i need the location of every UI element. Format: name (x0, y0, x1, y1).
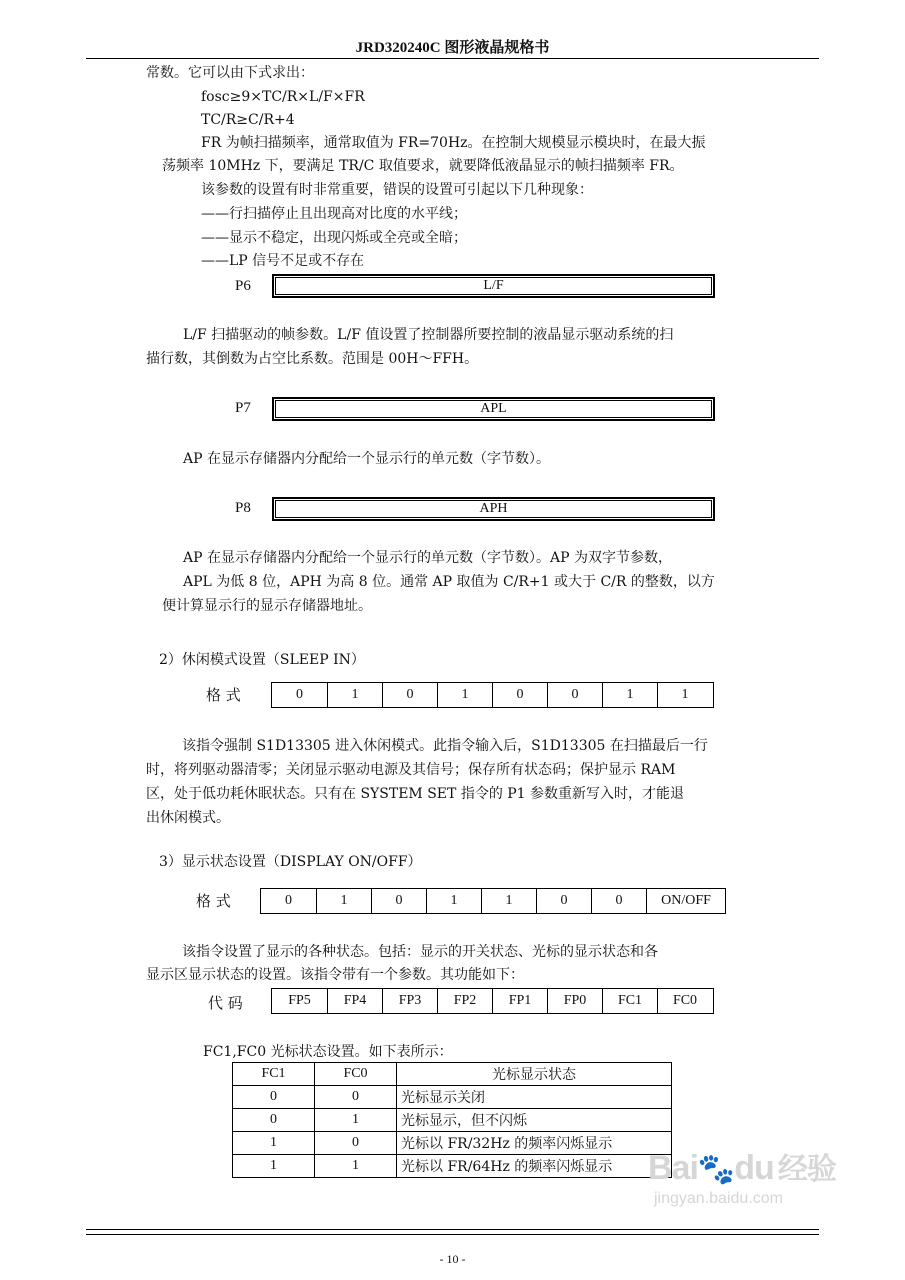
bit-cell: 1 (426, 889, 481, 913)
table-cell: 0 (233, 1109, 315, 1132)
p6-desc: 描行数，其倒数为占空比系数。范围是 00H～FFH。 (146, 351, 479, 367)
code-cell: FP4 (327, 989, 382, 1013)
sleep-format-label: 格 式 (206, 686, 241, 704)
formula-tcr: TC/R≥C/R+4 (201, 112, 295, 128)
p6-desc: L/F 扫描驱动的帧参数。L/F 值设置了控制器所要控制的液晶显示驱动系统的扫 (183, 327, 674, 343)
table-header-row (233, 1063, 672, 1086)
table-header: FC0 (315, 1063, 397, 1086)
code-cell: FP0 (547, 989, 602, 1013)
paw-icon: 🐾 (697, 1153, 735, 1186)
table-cell: 0 (315, 1086, 397, 1109)
table-cell: 1 (233, 1132, 315, 1155)
page-number: - 10 - (439, 1252, 466, 1266)
text-line: ——显示不稳定，出现闪烁或全亮或全暗； (201, 230, 467, 246)
bit-cell: 0 (371, 889, 426, 913)
text-line: 该参数的设置有时非常重要，错误的设置可引起以下几种现象： (201, 182, 593, 198)
code-cell: FC0 (657, 989, 712, 1013)
p8-desc: APL 为低 8 位，APH 为高 8 位。通常 AP 取值为 C/R+1 或大于 C/R 的整数，以方 (183, 574, 715, 590)
on-off-cell: ON/OFF (646, 889, 725, 913)
table-header: 光标显示状态 (397, 1063, 672, 1086)
p8-desc: AP 在显示存储器内分配给一个显示行的单元数（字节数）。AP 为双字节参数， (183, 550, 672, 566)
table-cell: 0 (233, 1086, 315, 1109)
display-format-label: 格 式 (196, 892, 231, 910)
footer-rule (86, 1229, 819, 1230)
p6-register: L/F (272, 274, 715, 298)
watermark-url: jingyan.baidu.com (654, 1190, 783, 1207)
code-cell: FP5 (288, 993, 311, 1008)
table-cell: 0 (315, 1132, 397, 1155)
display-format-cells (260, 888, 726, 914)
sleep-desc: 出休闲模式。 (146, 810, 230, 826)
display-code-label: 代 码 (208, 994, 243, 1012)
display-heading: 3）显示状态设置（DISPLAY ON/OFF） (159, 854, 422, 870)
display-code-cells (271, 988, 714, 1014)
p8-desc: 便计算显示行的显示存储器地址。 (162, 598, 372, 614)
sleep-desc: 时，将列驱动器清零；关闭显示驱动电源及其信号；保存所有状态码；保护显示 RAM (146, 762, 676, 778)
table-row (233, 1086, 672, 1109)
text-line: 常数。它可以由下式求出： (146, 65, 314, 81)
bit-cell: 1 (437, 683, 492, 707)
bit-cell: 0 (591, 889, 646, 913)
display-desc: 显示区显示状态的设置。该指令带有一个参数。其功能如下： (146, 967, 524, 983)
text-line: ——行扫描停止且出现高对比度的水平线； (201, 206, 467, 222)
table-cell: 1 (315, 1155, 397, 1178)
code-cell: FC1 (602, 989, 657, 1013)
fc-desc: FC1,FC0 光标状态设置。如下表所示： (203, 1044, 453, 1060)
bit-cell: 1 (602, 683, 657, 707)
bit-cell: 1 (481, 889, 536, 913)
code-cell: FP2 (437, 989, 492, 1013)
table-row (233, 1109, 672, 1132)
bit-cell: 1 (316, 889, 371, 913)
bit-cell: 0 (492, 683, 547, 707)
text-line: ——LP 信号不足或不存在 (201, 253, 365, 269)
p7-desc: AP 在显示存储器内分配给一个显示行的单元数（字节数）。 (183, 451, 550, 467)
sleep-format-cells (271, 682, 714, 708)
table-cell: 光标以 FR/64Hz 的频率闪烁显示 (397, 1155, 672, 1178)
bit-cell: 0 (536, 889, 591, 913)
text-line: 荡频率 10MHz 下，要满足 TR/C 取值要求，就要降低液晶显示的帧扫描频率 FR。 (162, 158, 684, 174)
table-cell: 光标显示关闭 (397, 1086, 672, 1109)
table-cell: 光标以 FR/32Hz 的频率闪烁显示 (397, 1132, 672, 1155)
code-cell: FP3 (382, 989, 437, 1013)
bit-cell: 0 (382, 683, 437, 707)
footer-rule-thin (86, 1234, 819, 1235)
p8-register: APH (272, 497, 715, 521)
p6-label: P6 (235, 278, 251, 294)
watermark-brand: Bai (648, 1149, 698, 1187)
code-cell: FP1 (492, 989, 547, 1013)
table-cell: 光标显示，但不闪烁 (397, 1109, 672, 1132)
table-header: FC1 (233, 1063, 315, 1086)
baidu-watermark (648, 1148, 836, 1208)
table-row (233, 1132, 672, 1155)
p7-label: P7 (235, 400, 251, 416)
watermark-brand-cn: 经验 (777, 1153, 836, 1186)
sleep-desc: 该指令强制 S1D13305 进入休闲模式。此指令输入后，S1D13305 在扫描最后一行 (182, 738, 708, 754)
bit-cell: 0 (296, 687, 303, 702)
header-rule (86, 58, 819, 59)
bit-cell: 1 (327, 683, 382, 707)
p7-register: APL (272, 397, 715, 421)
bit-cell: 0 (285, 893, 292, 908)
page-header-title: JRD320240C 图形液晶规格书 (355, 40, 550, 56)
display-desc: 该指令设置了显示的各种状态。包括：显示的开关状态、光标的显示状态和各 (182, 944, 658, 960)
text-line: FR 为帧扫描频率，通常取值为 FR=70Hz。在控制大规模显示模块时，在最大振 (201, 135, 706, 151)
bit-cell: 1 (657, 683, 712, 707)
cursor-state-table (232, 1062, 672, 1178)
sleep-desc: 区，处于低功耗休眠状态。只有在 SYSTEM SET 指令的 P1 参数重新写入时，才能退 (146, 786, 685, 802)
p8-label: P8 (235, 500, 251, 516)
formula-fosc: fosc≥9×TC/R×L/F×FR (201, 89, 365, 105)
watermark-brand2: du (734, 1149, 774, 1187)
bit-cell: 0 (547, 683, 602, 707)
sleep-heading: 2）休闲模式设置（SLEEP IN） (159, 652, 365, 668)
table-row (233, 1155, 672, 1178)
table-cell: 1 (233, 1155, 315, 1178)
table-cell: 1 (315, 1109, 397, 1132)
